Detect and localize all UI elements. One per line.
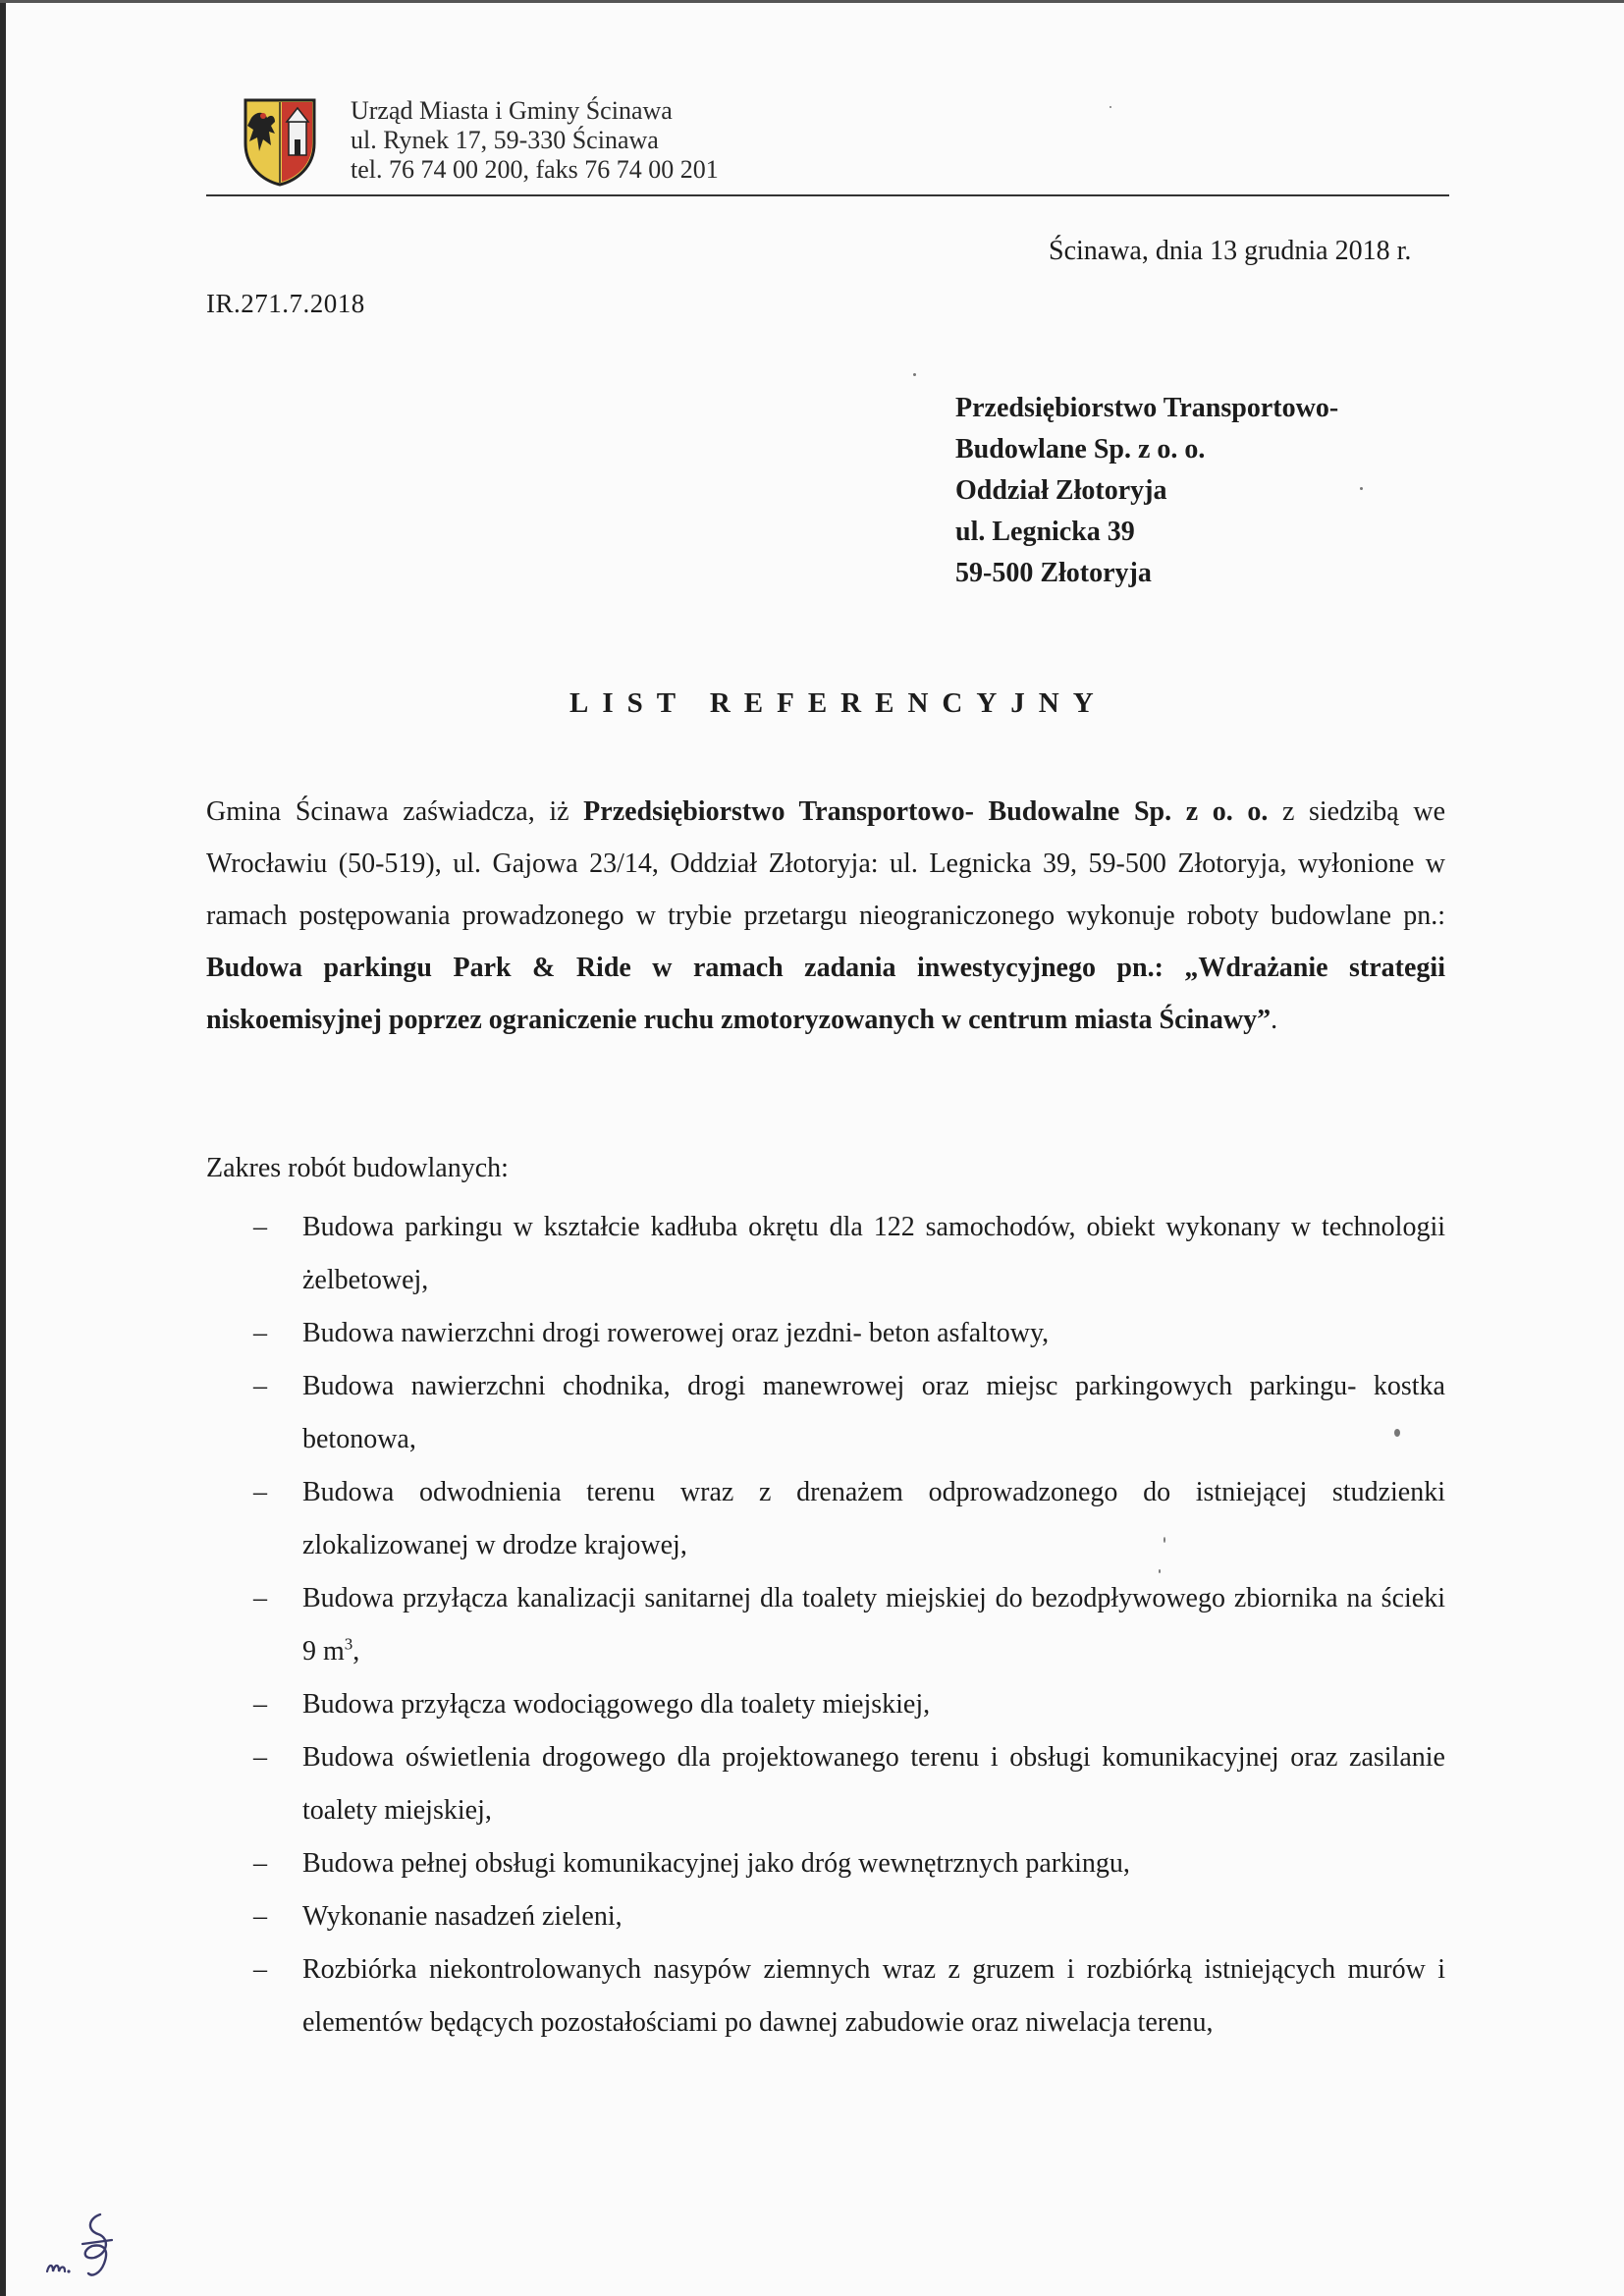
handwritten-initials (39, 2205, 128, 2283)
list-item-text: Budowa przyłącza kanalizacji sanitarnej dla toalety miejskiej do bezodpływowego zbiornika na ścieki 9 m (302, 1583, 1445, 1667)
scan-edge (0, 0, 6, 2296)
list-item (206, 1360, 1445, 1466)
scan-edge-top (0, 0, 1624, 3)
body-text: Gmina Ścinawa zaświadcza, iż (206, 796, 584, 827)
list-dash: – (253, 1848, 267, 1879)
document-title: LIST REFERENCYJNY (569, 687, 1108, 719)
scan-speck (1360, 487, 1363, 490)
list-dash: – (253, 1371, 267, 1401)
list-item-text: Wykonanie nasadzeń zieleni, (302, 1901, 623, 1932)
scope-label: Zakres robót budowlanych: (206, 1153, 509, 1183)
list-item-text: Budowa pełnej obsługi komunikacyjnej jako dróg wewnętrznych parkingu, (302, 1848, 1130, 1879)
scan-speck (1164, 1537, 1165, 1543)
list-dash: – (253, 1583, 267, 1613)
scan-speck (1159, 1569, 1161, 1573)
office-address: ul. Rynek 17, 59-330 Ścinawa (351, 126, 659, 154)
recipient-line: 59-500 Złotoryja (955, 558, 1152, 588)
list-item-text: Budowa przyłącza wodociągowego dla toalety miejskiej, (302, 1689, 931, 1720)
list-dash: – (253, 1742, 267, 1773)
office-header (351, 96, 719, 185)
list-item (206, 1466, 1445, 1572)
list-dash: – (253, 1477, 267, 1507)
body-text: z siedzibą we Wrocławiu (50-519), ul. Gajowa 23/14, Oddział Złotoryja: ul. Legnicka 39, 59-500 Złotoryja, wyłonione w ramach postępowania prowadzonego w trybie przetargu nieograniczonego wykonuje roboty budowlane pn.: (206, 796, 1445, 931)
list-dash: – (253, 1212, 267, 1242)
scan-speck (1394, 1429, 1400, 1437)
list-item (206, 1837, 1445, 1890)
recipient-line: ul. Legnicka 39 (955, 517, 1135, 547)
scope-list (206, 1201, 1445, 2050)
company-name: Przedsiębiorstwo Transportowo- Budowalne Sp. z o. o. (583, 796, 1269, 827)
scan-speck (1110, 106, 1111, 108)
body-paragraph (206, 786, 1445, 1046)
superscript-exponent: 3 (344, 1634, 353, 1654)
date-line: Ścinawa, dnia 13 grudnia 2018 r. (1049, 236, 1412, 266)
office-contact: tel. 76 74 00 200, faks 76 74 00 201 (351, 155, 719, 184)
list-dash: – (253, 1318, 267, 1348)
list-item (206, 1572, 1445, 1678)
list-item (206, 1890, 1445, 1943)
list-item (206, 1731, 1445, 1837)
scan-speck (913, 373, 916, 376)
list-item (206, 1307, 1445, 1360)
office-name: Urząd Miasta i Gminy Ścinawa (351, 96, 673, 125)
recipient-line: Przedsiębiorstwo Transportowo- (955, 393, 1339, 423)
list-dash: – (253, 1954, 267, 1985)
recipient-line: Oddział Złotoryja (955, 475, 1167, 506)
list-item-text: Budowa odwodnienia terenu wraz z drenażem odprowadzonego do istniejącej studzienki zlokalizowanej w drodze krajowej, (302, 1477, 1445, 1560)
list-item (206, 1678, 1445, 1731)
reference-number: IR.271.7.2018 (206, 289, 365, 318)
recipient-address (955, 388, 1338, 594)
header-divider (206, 194, 1449, 196)
project-name: Budowa parkingu Park & Ride w ramach zadania inwestycyjnego pn.: „Wdrażanie strategii niskoemisyjnej poprzez ograniczenie ruchu zmotoryzowanych w centrum miasta Ścinawy” (206, 953, 1445, 1035)
list-item-text: Budowa nawierzchni chodnika, drogi manewrowej oraz miejsc parkingowych parkingu- kostka betonowa, (302, 1371, 1445, 1454)
list-item-text: Rozbiórka niekontrolowanych nasypów ziemnych wraz z gruzem i rozbiórką istniejących murów i elementów będących pozostałościami po dawnej zabudowie oraz niwelacja terenu, (302, 1954, 1445, 2038)
recipient-line: Budowlane Sp. z o. o. (955, 434, 1206, 465)
coat-of-arms-icon (242, 96, 318, 187)
list-item-text: Budowa parkingu w kształcie kadłuba okrętu dla 122 samochodów, obiekt wykonany w technologii żelbetowej, (302, 1212, 1445, 1295)
list-dash: – (253, 1689, 267, 1720)
list-item-text: Budowa nawierzchni drogi rowerowej oraz jezdni- beton asfaltowy, (302, 1318, 1050, 1348)
list-item (206, 1943, 1445, 2050)
body-text: . (1271, 1005, 1278, 1035)
list-item (206, 1201, 1445, 1307)
list-item-tail: , (352, 1636, 360, 1667)
list-dash: – (253, 1901, 267, 1932)
list-item-text: Budowa oświetlenia drogowego dla projektowanego terenu i obsługi komunikacyjnej oraz zasilanie toalety miejskiej, (302, 1742, 1445, 1826)
